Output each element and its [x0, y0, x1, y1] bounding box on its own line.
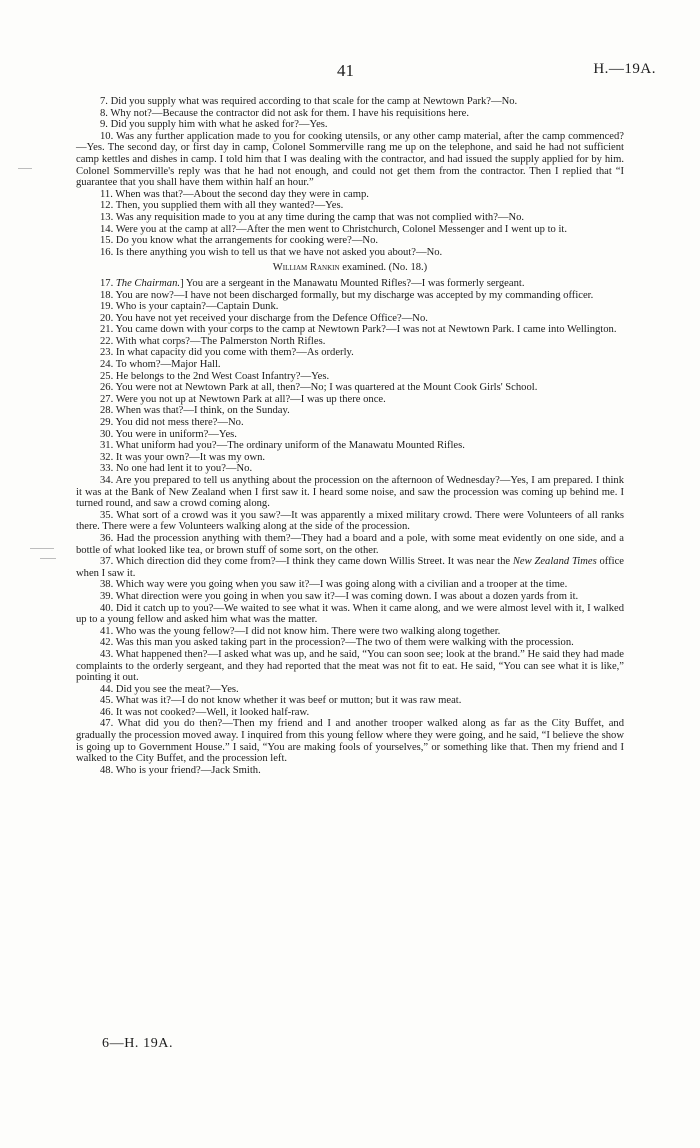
- paragraph-q45: 45. What was it?—I do not know whether it was beef or mutton; but it was raw meat.: [100, 695, 462, 707]
- paragraph-q11: 11. When was that?—About the second day they were in camp.: [100, 188, 369, 200]
- paragraph-q9: 9. Did you supply him with what he asked for?—Yes.: [100, 119, 328, 131]
- paragraph-q36: 36. Had the procession anything with them?—They had a board and a pole, with some meat evidently on one side, and a bottle of what looked like tea, or brown stuff of some sort, on the other.: [76, 532, 624, 556]
- paragraph-q7: 7. Did you supply what was required according to that scale for the camp at Newtown Park?—No.: [100, 96, 518, 107]
- paragraph-q43: 43. What happened then?—I asked what was up, and he said, “You can soon see; look at the brand.” He said they had made complaints to the orderly sergeant, and they had reported that the meat was not fit to eat. He said, “You can see what it is like,” pointing it out.: [76, 648, 624, 684]
- paragraph-q24: 24. To whom?—Major Hall.: [100, 359, 221, 371]
- signature-mark: 6—H. 19A.: [102, 1036, 174, 1051]
- paragraph-q19: 19. Who is your captain?—Captain Dunk.: [100, 301, 279, 313]
- document-reference: H.—19A.: [593, 61, 656, 77]
- margin-mark: [40, 558, 56, 559]
- paragraph-q23: 23. In what capacity did you come with them?—As orderly.: [100, 347, 354, 359]
- paragraph-q12: 12. Then, you supplied them with all they wanted?—Yes.: [100, 200, 344, 212]
- paragraph-q48: 48. Who is your friend?—Jack Smith.: [100, 764, 261, 776]
- paragraph-q16: 16. Is there anything you wish to tell us that we have not asked you about?—No.: [100, 246, 443, 258]
- paragraph-q41: 41. Who was the young fellow?—I did not know him. There were two walking along together.: [100, 625, 501, 637]
- paragraph-q37: [76, 556, 624, 579]
- paragraph-q14: 14. Were you at the camp at all?—After the men went to Christchurch, Colonel Messenger and I went up to it.: [100, 223, 568, 235]
- paragraph-q42: 42. Was this man you asked taking part in the procession?—The two of them were walking with the procession.: [100, 637, 574, 649]
- paragraph-q13: 13. Was any requisition made to you at any time during the camp that was not complied with?—No.: [100, 211, 525, 223]
- paragraph-q21: 21. You came down with your corps to the camp at Newtown Park?—I was not at Newtown Park. I came into Wellington.: [100, 324, 617, 336]
- paragraph-q15: 15. Do you know what the arrangements for cooking were?—No.: [100, 235, 379, 247]
- paragraph-q22: 22. With what corps?—The Palmerston North Rifles.: [100, 335, 326, 347]
- paragraph-q26: 26. You were not at Newtown Park at all, then?—No; I was quartered at the Mount Cook Girls' School.: [100, 382, 538, 394]
- witness-name: William Rankin: [272, 262, 340, 274]
- paragraph-q10: 10. Was any further application made to you for cooking utensils, or any other camp material, after the camp commenced?—Yes. The second day, or first day in camp, Colonel Sommerville rang me up on the telephone, and said he had not sufficient camp kettles and dishes in camp. I told him that I was dealing with the contractor, and had issued the supply applied for by him. Colonel Sommerville's reply was that he had not enough, and could not get them from the contractor. Then I replied that “I guarantee that you shall have them within half an hour.”: [76, 130, 624, 189]
- paragraph-q38: 38. Which way were you going when you saw it?—I was going along with a civilian and a trooper at the time.: [100, 579, 568, 591]
- paragraph-q17-text: ] You are a sergeant in the Manawatu Mounted Rifles?—I was formerly sergeant.: [180, 277, 525, 289]
- body-text: [76, 96, 624, 776]
- paragraph-q28: 28. When was that?—I think, on the Sunday.: [100, 405, 290, 417]
- paragraph-q37-before: 37. Which direction did they come from?—I think they came down Willis Street. It was near the: [100, 556, 513, 568]
- paragraph-q29: 29. You did not mess there?—No.: [100, 417, 244, 429]
- paragraph-q34: 34. Are you prepared to tell us anything about the procession on the afternoon of Wednesday?—Yes, I am prepared. I think it was at the Bank of New Zealand when I first saw it. I heard some noise, and saw the procession was coming up behind me. I turned round, and saw a crowd coming along.: [76, 475, 624, 510]
- newspaper-name: New Zealand Times: [512, 556, 597, 568]
- paragraph-q46: 46. It was not cooked?—Well, it looked half-raw.: [100, 706, 310, 718]
- paragraph-q37-after: office when I saw it.: [76, 556, 624, 579]
- paragraph-q31: 31. What uniform had you?—The ordinary uniform of the Manawatu Mounted Rifles.: [100, 440, 465, 452]
- paragraph-q30: 30. You were in uniform?—Yes.: [100, 428, 237, 440]
- paragraph-q25: 25. He belongs to the 2nd West Coast Infantry?—Yes.: [100, 370, 330, 382]
- paragraph-q27: 27. Were you not up at Newtown Park at all?—I was up there once.: [100, 393, 386, 405]
- speaker-label: The Chairman.: [115, 277, 181, 289]
- paragraph-q8: 8. Why not?—Because the contractor did not ask for them. I have his requisitions here.: [100, 107, 470, 119]
- margin-mark: [30, 548, 54, 549]
- paragraph-q33: 33. No one had lent it to you?—No.: [100, 463, 253, 475]
- paragraph-q32: 32. It was your own?—It was my own.: [100, 451, 266, 463]
- witness-heading-suffix: examined. (No. 18.): [339, 262, 428, 274]
- paragraph-q35: 35. What sort of a crowd was it you saw?—It was apparently a mixed military crowd. There were Volunteers of all ranks there. There were a few Volunteers walking along at the side of the procession.: [76, 509, 624, 533]
- paragraph-q39: 39. What direction were you going in when you saw it?—I was coming down. I was about a dozen yards from it.: [100, 590, 579, 602]
- paragraph-q18: 18. You are now?—I have not been discharged formally, but my discharge was accepted by my commanding officer.: [100, 289, 594, 301]
- paragraph-q17: 17. The Chairman.] You are a sergeant in the Manawatu Mounted Rifles?—I was formerly sergeant.: [100, 277, 525, 289]
- witness-heading: [76, 262, 624, 274]
- paragraph-q44: 44. Did you see the meat?—Yes.: [100, 683, 239, 695]
- paragraph-q20: 20. You have not yet received your discharge from the Defence Office?—No.: [100, 312, 428, 324]
- page-number: 41: [337, 61, 354, 80]
- margin-mark: [18, 168, 32, 169]
- paragraph-q47: 47. What did you do then?—Then my friend and I and another trooper walked along as far as the City Buffet, and gradually the procession moved away. I inquired from this young fellow where they were going, and he said, “I believe the show is going up to Government House.” I said, “You are making fools of yourselves,” or something like that. Then my friend and I walked to the City Buffet, and the procession left.: [76, 718, 624, 765]
- paragraph-q40: 40. Did it catch up to you?—We waited to see what it was. When it came along, and we were almost level with it, I walked up to a young fellow and asked him what was the matter.: [76, 602, 624, 626]
